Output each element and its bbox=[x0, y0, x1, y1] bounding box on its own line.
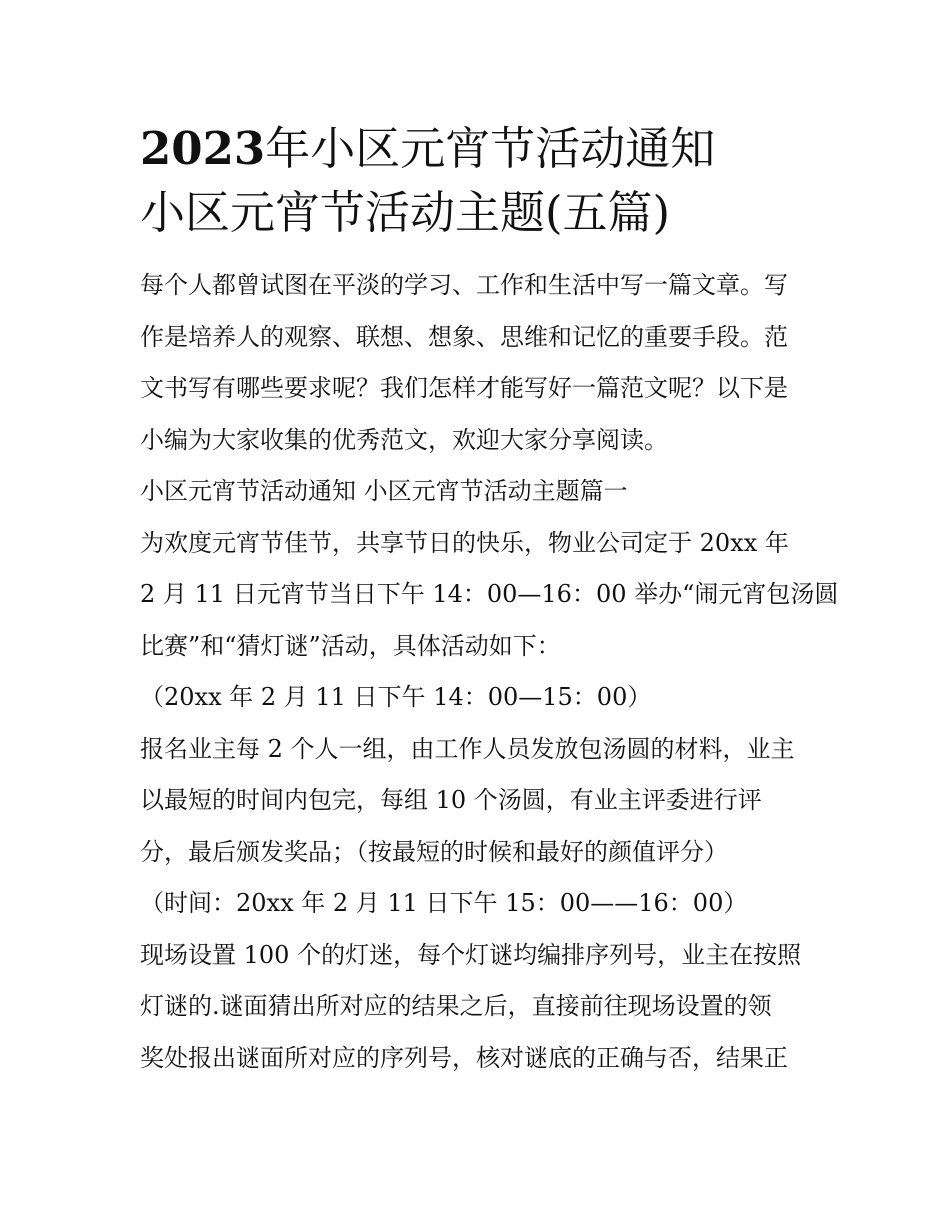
body-line: 以最短的时间内包完，每组 10 个汤圆，有业主评委进行评 bbox=[140, 786, 762, 814]
body-line: 为欢度元宵节佳节，共享节日的快乐，物业公司定于 20xx 年 bbox=[140, 528, 789, 557]
body-line: 比赛”和“猜灯谜”活动，具体活动如下： bbox=[140, 631, 561, 660]
body-line: 现场设置 100 个的灯迷，每个灯谜均编排序列号，业主在按照 bbox=[140, 940, 802, 969]
title-line-1-text: 年小区元宵节活动通知 bbox=[265, 122, 716, 175]
section-heading: 小区元宵节活动通知 小区元宵节活动主题篇一 bbox=[140, 477, 628, 505]
title-line-2: 小区元宵节活动主题(五篇) bbox=[140, 186, 671, 239]
body-line: 文书写有哪些要求呢？我们怎样才能写好一篇范文呢？以下是 bbox=[140, 374, 788, 402]
title-year: 2023 bbox=[140, 122, 266, 175]
body-line: 每个人都曾试图在平淡的学习、工作和生活中写一篇文章。写 bbox=[140, 271, 788, 299]
document-title bbox=[140, 118, 820, 244]
body-line: 分，最后颁发奖品；（按最短的时候和最好的颜值评分） bbox=[140, 837, 728, 866]
body-line: （20xx 年 2 月 11 日下午 14：00—15：00） bbox=[140, 683, 652, 711]
body-line: （时间：20xx 年 2 月 11 日下午 15：00——16：00） bbox=[140, 889, 748, 917]
body-line: 奖处报出谜面所对应的序列号，核对谜底的正确与否，结果正 bbox=[140, 1043, 788, 1072]
body-line: 灯谜的.谜面猜出所对应的结果之后，直接前往现场设置的领 bbox=[140, 992, 772, 1020]
document-content bbox=[140, 118, 839, 1084]
title-line-1 bbox=[140, 118, 820, 180]
body-line: 小编为大家收集的优秀范文，欢迎大家分享阅读。 bbox=[140, 425, 668, 454]
body-line: 2 月 11 日元宵节当日下午 14：00—16：00 举办“闹元宵包汤圆 bbox=[140, 580, 839, 608]
body-line: 报名业主每 2 个人一组，由工作人员发放包汤圆的材料，业主 bbox=[140, 734, 795, 763]
body-line: 作是培养人的观察、联想、想象、思维和记忆的重要手段。范 bbox=[140, 322, 788, 351]
document-body bbox=[140, 260, 839, 1084]
